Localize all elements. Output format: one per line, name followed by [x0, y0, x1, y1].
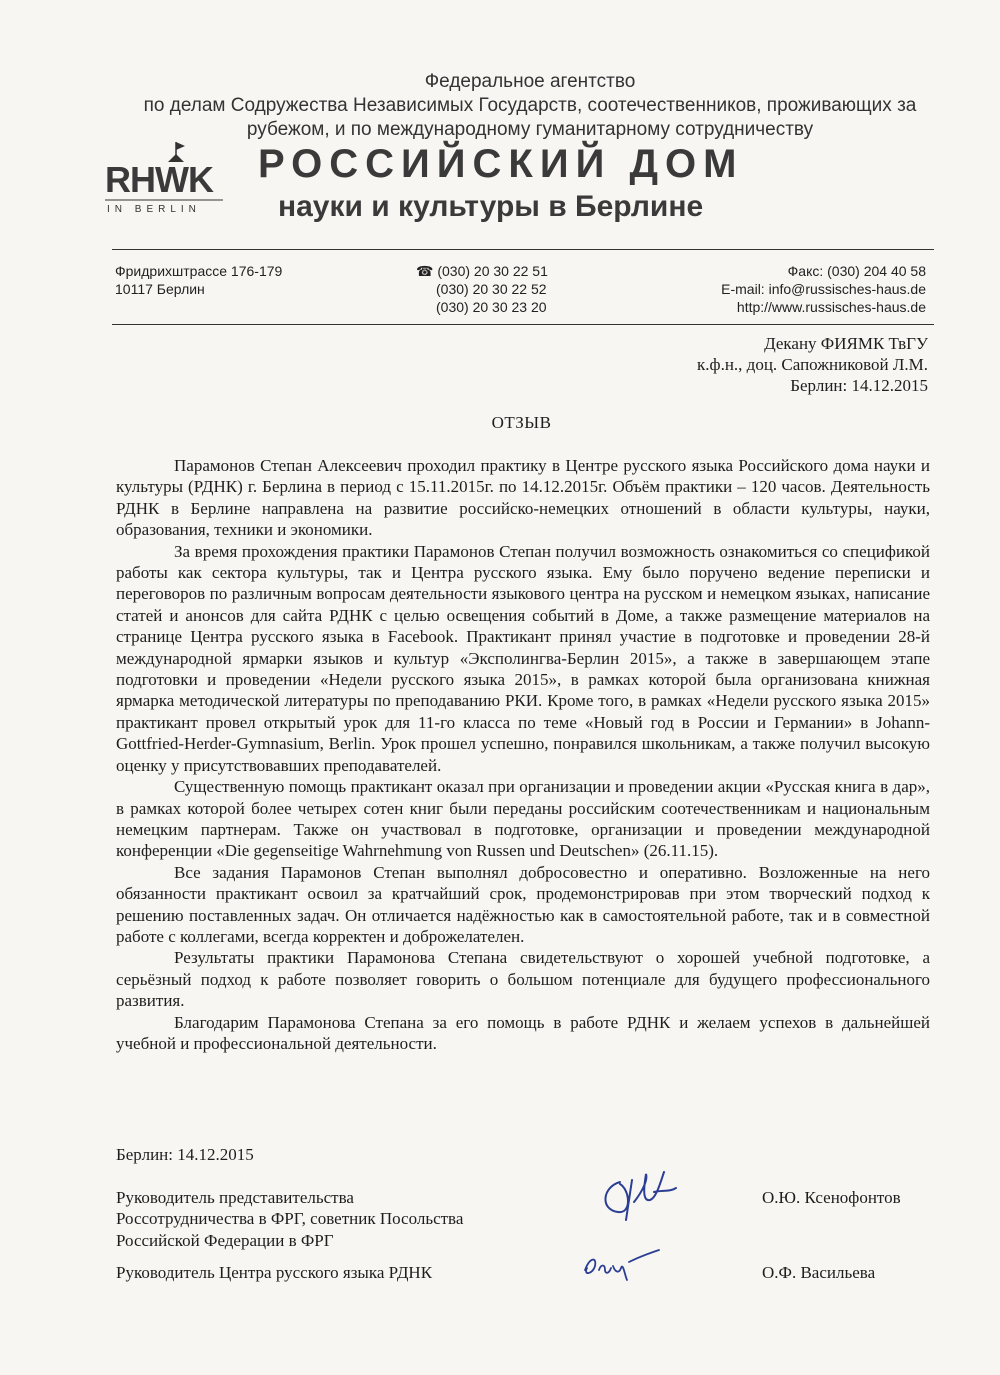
paragraph: Благодарим Парамонова Степана за его помощь в работе РДНК и желаем успехов в дальнейшей учебной и профессиональной деятельности.: [116, 1012, 930, 1053]
institution-title: РОССИЙСКИЙ ДОМ: [258, 142, 744, 186]
phone-block: [416, 262, 548, 316]
address-line-2: 10117 Берлин: [115, 281, 205, 297]
header-divider-bottom: [112, 324, 934, 325]
logo-text: RHWK: [105, 159, 213, 200]
fax-email-block: [721, 262, 926, 316]
document-heading: ОТЗЫВ: [491, 413, 552, 432]
agency-line-2: по делам Содружества Независимых Государств, соотечественников, проживающих за: [143, 95, 917, 116]
phone-3: (030) 20 30 23 20: [436, 299, 547, 315]
agency-line-1: Федеральное агентство: [424, 71, 636, 92]
addressee-block: [697, 333, 928, 396]
signature-2: [575, 1240, 675, 1290]
signer2-title: Руководитель Центра русского языка РДНК: [116, 1263, 433, 1282]
signer1-name: О.Ю. Ксенофонтов: [762, 1188, 901, 1207]
phone-icon: ☎: [416, 263, 434, 279]
header-divider-top: [112, 249, 934, 250]
paragraph: Существенную помощь практикант оказал при организации и проведении акции «Русская книга в дар», в рамках которой более четырех сотен книг были переданы российским соотечественникам и национальным немецким партнерам. Также он участвовал в подготовке, организации и проведении международной конференции «Die gegenseitige Wahrnehmung von Russen und Deutschen» (26.11.15).: [116, 777, 930, 861]
signer1-title-line-3: Российской Федерации в ФРГ: [116, 1230, 334, 1250]
agency-line-3: рубежом, и по международному гуманитарному сотрудничеству: [246, 119, 814, 140]
phone-2: (030) 20 30 22 52: [436, 281, 547, 297]
website-url: http://www.russisches-haus.de: [736, 299, 926, 315]
logo-subtext: IN BERLIN: [107, 204, 201, 215]
addressee-date: Берлин: 14.12.2015: [790, 376, 928, 395]
paragraph: За время прохождения практики Парамонов Степан получил возможность ознакомиться со спецификой работы как сектора культуры, так и Центра русского языка. Ему было поручено ведение переписки и переговоров по различным вопросам деятельности языкового центра на русском и немецком языках, написание статей и анонсов для сайта РДНК с целью освещения событий в Доме, а также размещение материалов на странице Центра русского языка в Facebook. Практикант принял участие в подготовке и проведении 28-й международной ярмарки языков и культур «Эксполингва-Берлин 2015», а также в завершающем этапе подготовки и проведении «Недели русского языка 2015», в рамках которой была организована книжная ярмарка методической литературы по преподаванию РКИ. Кроме того, в рамках «Недели русского языка 2015» практикант провел открытый урок для 11-го класса по теме «Новый год в России и Германии» в Johann-Gottfried-Herder-Gymnasium, Berlin. Урок прошел успешно, понравился школьникам, а также получил высокую оценку у присутствовавших преподавателей.: [116, 541, 930, 775]
institution-subtitle: науки и культуры в Берлине: [278, 190, 704, 223]
footer-date: Берлин: 14.12.2015: [116, 1145, 254, 1164]
rhwk-logo: [103, 140, 225, 215]
address-line-1: Фридрихштрассе 176-179: [115, 263, 283, 279]
document-body: [116, 455, 930, 1054]
signer1-title: [116, 1187, 463, 1251]
addressee-line-1: Декану ФИЯМК ТвГУ: [764, 334, 928, 353]
signer2-name: О.Ф. Васильева: [762, 1263, 876, 1282]
email-address: E-mail: info@russisches-haus.de: [721, 281, 926, 297]
logo-graphic: [103, 140, 225, 215]
signer1-title-line-1: Руководитель представительства: [116, 1188, 354, 1207]
paragraph: Результаты практики Парамонова Степана свидетельствуют о хорошей учебной подготовке, а серьёзный подход к работе позволяет говорить о большом потенциале для будущего профессионального развития.: [116, 948, 930, 1011]
phone-1: (030) 20 30 22 51: [437, 263, 548, 279]
fax-number: Факс: (030) 204 40 58: [787, 263, 926, 279]
address-block: [115, 262, 282, 298]
paragraph: Все задания Парамонов Степан выполнял добросовестно и оперативно. Возложенные на него обязанности практикант освоил за кратчайший срок, продемонстрировав при этом творческий подход к решению поставленных задач. Он отличается надёжностью как в самостоятельной работе, так и в совместной работе с коллегами, всегда корректен и доброжелателен.: [116, 862, 930, 946]
paragraph: Парамонов Степан Алексеевич проходил практику в Центре русского языка Российского дома науки и культуры (РДНК) г. Берлина в период с 15.11.2015г. по 14.12.2015г. Объём практики – 120 часов. Деятельность РДНК в Берлине направлена на развитие российско-немецких отношений в области культуры, науки, образования, техники и экономики.: [116, 456, 930, 540]
addressee-line-2: к.ф.н., доц. Сапожниковой Л.М.: [697, 355, 928, 374]
signature-1: [590, 1162, 700, 1232]
agency-header: [100, 70, 960, 142]
signer1-title-line-2: Россотрудничества в ФРГ, советник Посольства: [116, 1209, 464, 1229]
